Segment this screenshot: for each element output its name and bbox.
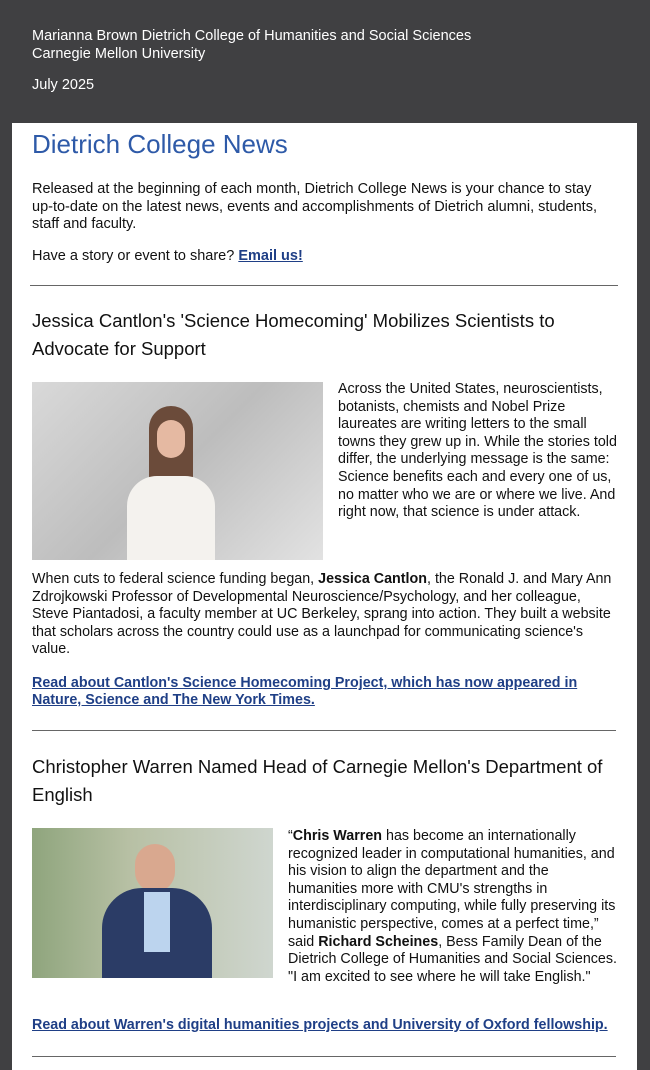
article-link[interactable]	[32, 1017, 622, 1033]
article-link[interactable]	[32, 675, 592, 709]
newsletter-header	[0, 0, 650, 123]
person-figure	[127, 406, 215, 560]
newsletter-card	[12, 123, 637, 1070]
issue-date: July 2025	[32, 77, 95, 93]
share-line	[32, 248, 303, 264]
person-figure	[102, 844, 212, 978]
article-headline: Christopher Warren Named Head of Carnegie Mellon's Department of English	[32, 756, 603, 805]
article-headline: Jessica Cantlon's 'Science Homecoming' Mobilizes Scientists to Advocate for Support	[32, 310, 555, 359]
email-us-link[interactable]: Email us!	[238, 248, 303, 264]
person-name: Richard Scheines	[318, 933, 439, 950]
divider	[32, 1056, 616, 1057]
article-lead: Across the United States, neuroscientists, botanists, chemists and Nobel Prize laureates are writing letters to the small towns they grew up in. While the stories told differ, the underlying message is the same: Science benefits each and every one of us, no matter who we are or where we live. And right now, that science is under attack.	[338, 381, 617, 521]
share-prefix: Have a story or event to share?	[32, 248, 239, 264]
newsletter-title: Dietrich College News	[32, 129, 288, 159]
article-body: When cuts to federal science funding began, Jessica Cantlon, the Ronald J. and Mary Ann Zdrojkowski Professor of Developmental Neuroscience/Psychology, and her colleague, Steve Piantadosi, a faculty member at UC Berkeley, sprang into action. They built a website that scholars across the country could use as a launchpad for communicating science's value.	[32, 571, 612, 658]
college-name: Marianna Brown Dietrich College of Humanities and Social Sciences	[32, 28, 472, 44]
article-quote: “Chris Warren has become an internationally recognized leader in computational humanities, and his vision to align the department and the humanities more with CMU's strengths in interdisciplinary computing, while fully preserving its humanistic perspective, comes at a perfect time,” said Richard Scheines, Bess Family Dean of the Dietrich College of Humanities and Social Sciences. "I am excited to see where he will take English."	[288, 828, 617, 985]
warren-photo	[32, 828, 273, 978]
cantlon-read-more-link[interactable]: Read about Cantlon's Science Homecoming Project, which has now appeared in Nature, Science and The New York Times.	[32, 675, 578, 708]
cantlon-photo	[32, 382, 323, 560]
university-name: Carnegie Mellon University	[32, 46, 206, 62]
divider	[30, 285, 618, 286]
warren-read-more-link[interactable]: Read about Warren's digital humanities projects and University of Oxford fellowship.	[32, 1017, 608, 1033]
divider	[32, 730, 616, 731]
intro-text: Released at the beginning of each month, Dietrich College News is your chance to stay up-to-date on the latest news, events and accomplishments of Dietrich alumni, students, staff and faculty.	[32, 181, 597, 232]
person-name: Jessica Cantlon	[318, 571, 427, 587]
person-name: Chris Warren	[292, 828, 383, 844]
